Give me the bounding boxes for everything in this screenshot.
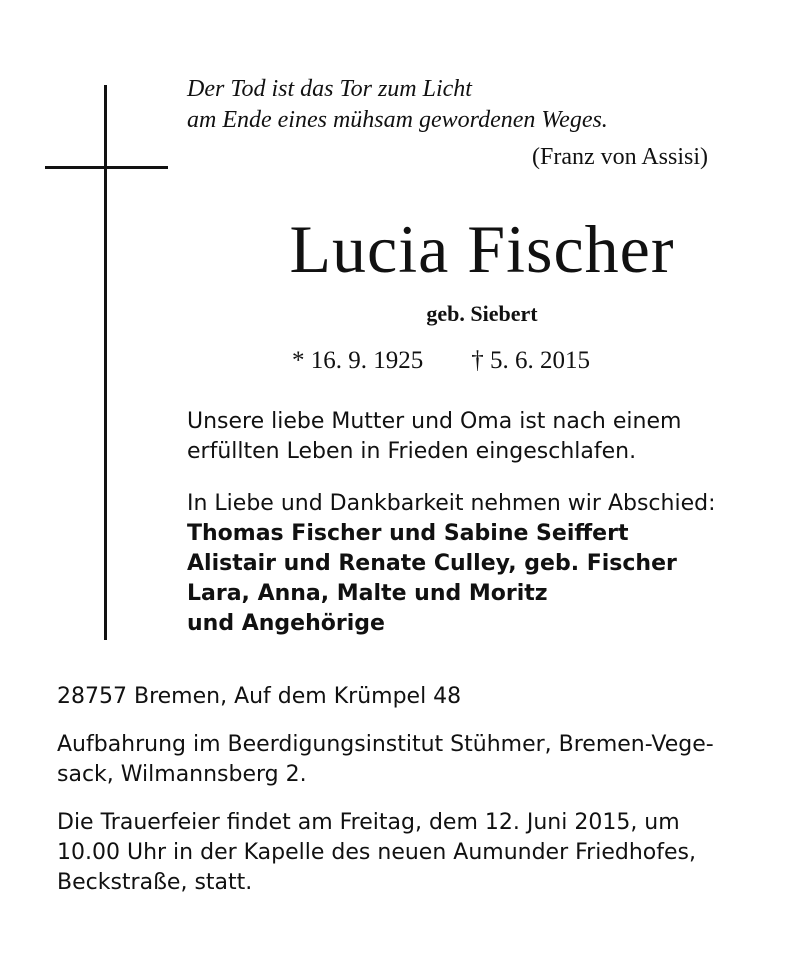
announcement-line: erfüllten Leben in Frieden eingeschlafen. (187, 439, 637, 464)
death-date: † 5. 6. 2015 (471, 347, 590, 374)
home-address (57, 682, 777, 712)
mourner-name: Lara, Anna, Malte und Moritz (187, 581, 548, 606)
funeral-service-info (57, 808, 777, 898)
service-line: 10.00 Uhr in der Kapelle des neuen Aumunder Friedhofes, (57, 840, 696, 865)
obituary-notice (12, 12, 788, 944)
mourner-name: und Angehörige (187, 611, 385, 636)
service-line: Die Trauerfeier findet am Freitag, dem 12. Juni 2015, um (57, 810, 680, 835)
birth-date: * 16. 9. 1925 (292, 347, 424, 374)
viewing-line: Aufbahrung im Beerdigungsinstitut Stühmer, Bremen-Vege- (57, 732, 714, 757)
deceased-name: Lucia Fischer (289, 211, 675, 287)
announcement-line: Unsere liebe Mutter und Oma ist nach einem (187, 409, 682, 434)
mourners-intro: In Liebe und Dankbarkeit nehmen wir Abschied: (187, 491, 716, 516)
viewing-line: sack, Wilmannsberg 2. (57, 762, 307, 787)
cross-icon-crossbar (45, 166, 168, 169)
quote-line: Der Tod ist das Tor zum Licht (187, 76, 472, 102)
service-line: Beckstraße, statt. (57, 870, 253, 895)
quote-author: (Franz von Assisi) (532, 144, 708, 170)
life-dates (292, 345, 692, 377)
announcement-text (187, 407, 787, 467)
address-line: 28757 Bremen, Auf dem Krümpel 48 (57, 684, 462, 709)
viewing-info (57, 730, 777, 790)
mourner-name: Alistair und Renate Culley, geb. Fischer (187, 551, 677, 576)
maiden-name: geb. Siebert (426, 301, 538, 326)
epigraph-quote (187, 74, 777, 136)
mourners-list (187, 489, 787, 639)
quote-line: am Ende eines mühsam gewordenen Weges. (187, 107, 608, 133)
mourner-name: Thomas Fischer und Sabine Seiffert (187, 521, 629, 546)
